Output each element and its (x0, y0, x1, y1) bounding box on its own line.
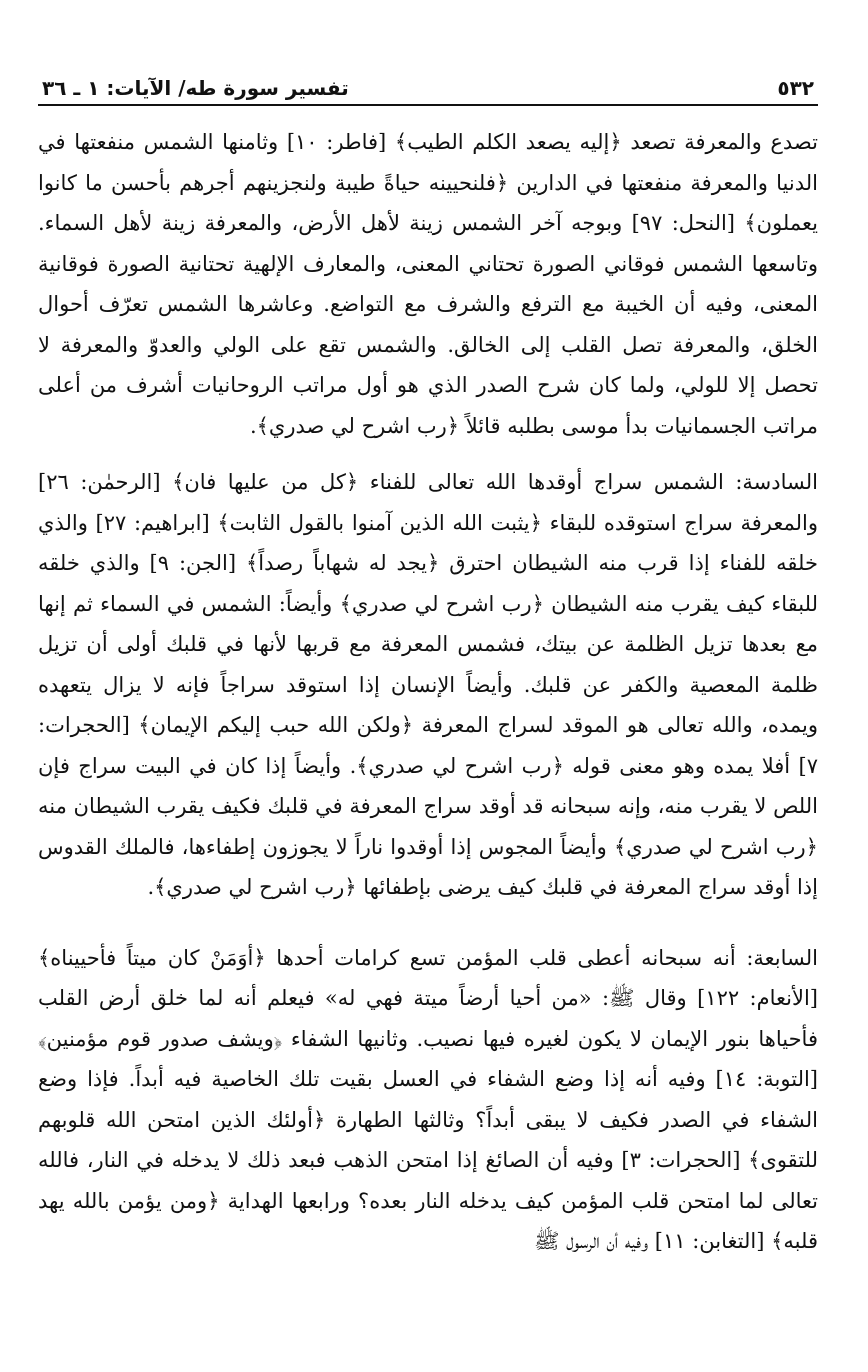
paragraph-1: تصدع والمعرفة تصعد ﴿إليه يصعد الكلم الطيب﴾ [فاطر: ١٠] وثامنها الشمس منفعتها في الدنيا والمعرفة منفعتها في الدارين ﴿فلنحيينه حياةً طيبة ولنجزينهم أجرهم بأحسن ما كانوا يعملون﴾ [النحل: ٩٧] وبوجه آخر الشمس زينة لأهل الأرض، والمعرفة زينة لأهل السماء. وتاسعها الشمس فوقاني الصورة تحتاني المعنى، والمعارف الإلهية تحتانية الصورة فوقانية المعنى، وفيه أن الخيبة مع الترفع والشرف مع التواضع. وعاشرها الشمس تعرّف أحوال الخلق، والمعرفة تصل القلب إلى الخالق. والشمس تقع على الولي والعدوّ والمعرفة لا تحصل إلا للولي، ولما كان شرح الصدر الذي هو أول مراتب الروحانيات أشرف من أعلى مراتب الجسمانيات بدأ موسى بطلبه قائلاً ﴿رب اشرح لي صدري﴾. (38, 130, 818, 438)
book-page (38, 66, 818, 1262)
page-header (38, 66, 818, 106)
running-title: تفسير سورة طه/ الآيات: ١ ـ ٣٦ (42, 76, 349, 100)
paragraph-2: السادسة: الشمس سراج أوقدها الله تعالى للفناء ﴿كل من عليها فان﴾ [الرحمٰن: ٢٦] والمعرفة سراج استوقده للبقاء ﴿يثبت الله الذين آمنوا بالقول الثابت﴾ [ابراهيم: ٢٧] والذي خلقه للفناء إذا قرب منه الشيطان احترق ﴿يجد له شهاباً رصداً﴾ [الجن: ٩] والذي خلقه للبقاء كيف يقرب منه الشيطان ﴿رب اشرح لي صدري﴾ وأيضاً: الشمس في السماء ثم إنها مع بعدها تزيل الظلمة عن بيتك، فشمس المعرفة مع قربها لأنها في قلبك أولى أن تزيل ظلمة المعصية والكفر عن قلبك. وأيضاً الإنسان إذا استوقد سراجاً فإنه لا يزال يتعهده ويمده، والله تعالى هو الموقد لسراج المعرفة ﴿ولكن الله حبب إليكم الإيمان﴾ [الحجرات: ٧] أفلا يمده وهو معنى قوله ﴿رب اشرح لي صدري﴾. وأيضاً إذا كان في البيت سراج فإن اللص لا يقرب منه، وإنه سبحانه قد أوقد سراج المعرفة في قلبك فكيف يقرب الشيطان منه ﴿رب اشرح لي صدري﴾ وأيضاً المجوس إذا أوقدوا ناراً لا يجوزون إطفاءها، فالملك القدوس إذا أوقد سراج المعرفة في قلبك كيف يرضى بإطفائها ﴿رب اشرح لي صدري﴾. (38, 470, 818, 899)
page-number: ٥٣٢ (777, 76, 814, 100)
paragraph-3: السابعة: أنه سبحانه أعطى قلب المؤمن تسع كرامات أحدها ﴿أوَمَنْ كان ميتاً فأحييناه﴾ [الأنعام: ١٢٢] وقال ﷺ: «من أحيا أرضاً ميتة فهي له» فيعلم أنه لما خلق أرض القلب فأحياها بنور الإيمان لا يكون لغيره فيها نصيب. وثانيها الشفاء ﴿ويشف صدور قوم مؤمنين﴾ [التوبة: ١٤] وفيه أنه إذا وضع الشفاء في العسل بقيت تلك الخاصية فيه أبداً. فإذا وضع الشفاء في الصدر فكيف لا يبقى أبداً؟ وثالثها الطهارة ﴿أولئك الذين امتحن الله قلوبهم للتقوى﴾ [الحجرات: ٣] وفيه أن الصائغ إذا امتحن الذهب فبعد ذلك لا يدخله في النار، فالله تعالى لما امتحن قلب المؤمن كيف يدخله النار بعده؟ ورابعها الهداية ﴿ومن يؤمن بالله يهد قلبه﴾ [التغابن: ١١] وفيه أن الرسول ﷺ (38, 945, 819, 1253)
